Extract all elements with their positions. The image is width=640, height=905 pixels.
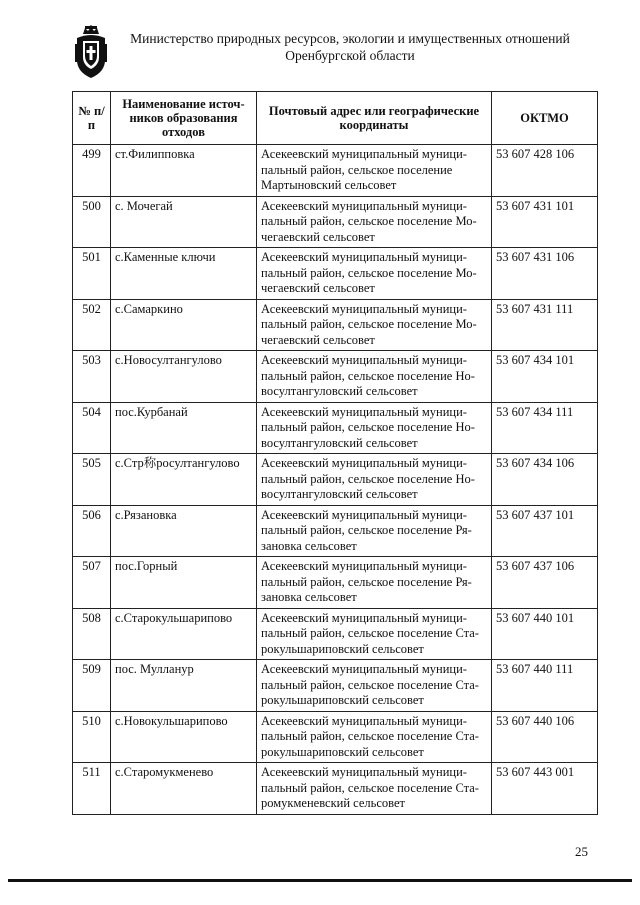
source-address: Асекеевский муниципальный муници-пальный район, сельское поселение Мо-чегаевский сельсовет xyxy=(257,196,492,248)
document-header xyxy=(120,30,580,64)
table-row xyxy=(73,763,598,815)
source-name: ст.Филипповка xyxy=(111,145,257,197)
row-number: 501 xyxy=(73,248,111,300)
column-header-source-name: Наименование источ-ников образования отходов xyxy=(111,92,257,145)
row-number: 508 xyxy=(73,608,111,660)
source-name: с.Каменные ключи xyxy=(111,248,257,300)
source-name: с.Старокульшарипово xyxy=(111,608,257,660)
table-row xyxy=(73,299,598,351)
source-address: Асекеевский муниципальный муници-пальный район, сельское поселение Ста-рокульшариповский сельсовет xyxy=(257,608,492,660)
table-row xyxy=(73,660,598,712)
source-name: с.Самаркино xyxy=(111,299,257,351)
row-number: 509 xyxy=(73,660,111,712)
row-number: 503 xyxy=(73,351,111,403)
column-header-number: № п/п xyxy=(73,92,111,145)
column-header-address: Почтовый адрес или географические координаты xyxy=(257,92,492,145)
table-row xyxy=(73,145,598,197)
source-name: с.Стр称росултангулово xyxy=(111,454,257,506)
oktmo-code: 53 607 437 101 xyxy=(492,505,598,557)
source-name: пос.Курбанай xyxy=(111,402,257,454)
row-number: 505 xyxy=(73,454,111,506)
header-line-region: Оренбургской области xyxy=(285,48,415,63)
source-address: Асекеевский муниципальный муници-пальный район, сельское поселение Ста-рокульшариповский сельсовет xyxy=(257,660,492,712)
source-name: с.Старомукменево xyxy=(111,763,257,815)
row-number: 511 xyxy=(73,763,111,815)
table-row xyxy=(73,608,598,660)
source-name: пос.Горный xyxy=(111,557,257,609)
oktmo-code: 53 607 434 101 xyxy=(492,351,598,403)
row-number: 507 xyxy=(73,557,111,609)
table-row xyxy=(73,505,598,557)
row-number: 500 xyxy=(73,196,111,248)
source-address: Асекеевский муниципальный муници-пальный район, сельское поселение Мо-чегаевский сельсовет xyxy=(257,299,492,351)
source-address: Асекеевский муниципальный муници-пальный район, сельское поселение Но-восултангуловский сельсовет xyxy=(257,454,492,506)
oktmo-code: 53 607 437 106 xyxy=(492,557,598,609)
source-name: с. Мочегай xyxy=(111,196,257,248)
footer-divider xyxy=(8,879,632,882)
row-number: 502 xyxy=(73,299,111,351)
table-row xyxy=(73,402,598,454)
table-row xyxy=(73,557,598,609)
source-name: с.Рязановка xyxy=(111,505,257,557)
table-row xyxy=(73,711,598,763)
source-address: Асекеевский муниципальный муници-пальный район, сельское поселение Ста-рокульшариповский сельсовет xyxy=(257,711,492,763)
source-address: Асекеевский муниципальный муници-пальный район, сельское поселение Ря-зановка сельсовет xyxy=(257,505,492,557)
oktmo-code: 53 607 431 101 xyxy=(492,196,598,248)
source-address: Асекеевский муниципальный муници-пальный район, сельское поселение Мартыновский сельсовет xyxy=(257,145,492,197)
header-line-ministry: Министерство природных ресурсов, экологии и имущественных отношений xyxy=(130,31,570,46)
source-address: Асекеевский муниципальный муници-пальный район, сельское поселение Но-восултангуловский сельсовет xyxy=(257,351,492,403)
table-row xyxy=(73,454,598,506)
row-number: 499 xyxy=(73,145,111,197)
row-number: 504 xyxy=(73,402,111,454)
oktmo-code: 53 607 431 111 xyxy=(492,299,598,351)
source-address: Асекеевский муниципальный муници-пальный район, сельское поселение Ря-зановка сельсовет xyxy=(257,557,492,609)
oktmo-code: 53 607 431 106 xyxy=(492,248,598,300)
table-row xyxy=(73,196,598,248)
oktmo-code: 53 607 428 106 xyxy=(492,145,598,197)
oktmo-code: 53 607 440 101 xyxy=(492,608,598,660)
coat-of-arms-icon xyxy=(74,24,108,80)
source-name: с.Новокульшарипово xyxy=(111,711,257,763)
oktmo-code: 53 607 434 106 xyxy=(492,454,598,506)
source-address: Асекеевский муниципальный муници-пальный район, сельское поселение Мо-чегаевский сельсовет xyxy=(257,248,492,300)
oktmo-code: 53 607 434 111 xyxy=(492,402,598,454)
column-header-oktmo: ОКТМО xyxy=(492,92,598,145)
page-number: 25 xyxy=(575,844,588,859)
source-address: Асекеевский муниципальный муници-пальный район, сельское поселение Но-восултангуловский сельсовет xyxy=(257,402,492,454)
row-number: 506 xyxy=(73,505,111,557)
oktmo-code: 53 607 440 111 xyxy=(492,660,598,712)
source-name: с.Новосултангулово xyxy=(111,351,257,403)
table-row xyxy=(73,248,598,300)
source-name: пос. Мулланур xyxy=(111,660,257,712)
oktmo-code: 53 607 443 001 xyxy=(492,763,598,815)
waste-sources-table xyxy=(72,91,598,815)
table-header-row xyxy=(73,92,598,145)
row-number: 510 xyxy=(73,711,111,763)
source-address: Асекеевский муниципальный муници-пальный район, сельское поселение Ста-ромукменевский сельсовет xyxy=(257,763,492,815)
table-row xyxy=(73,351,598,403)
oktmo-code: 53 607 440 106 xyxy=(492,711,598,763)
